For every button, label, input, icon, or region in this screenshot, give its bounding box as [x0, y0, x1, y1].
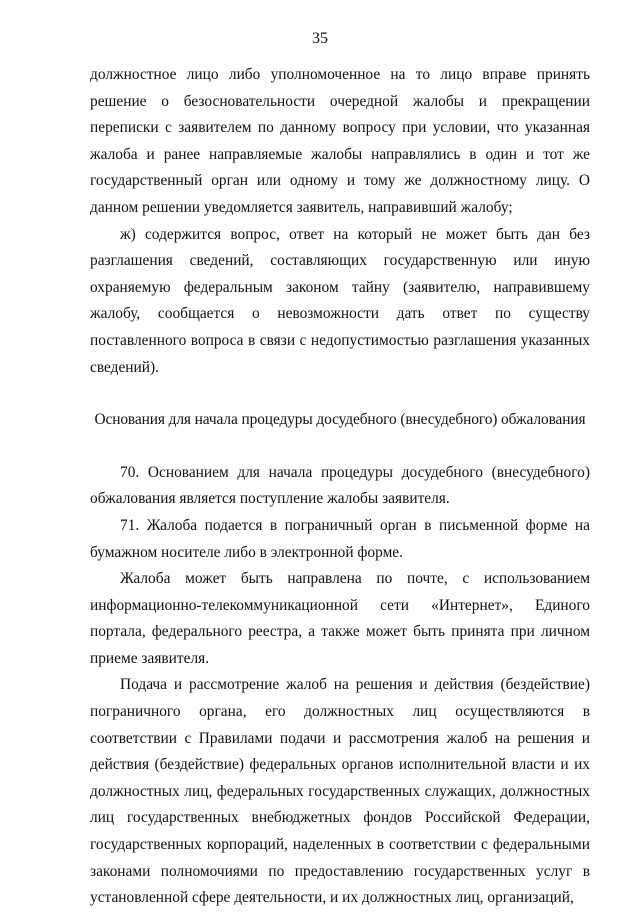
section-heading: Основания для начала процедуры досудебного (внесудебного) обжалования [94, 411, 586, 429]
page-number: 35 [312, 30, 328, 47]
paragraph-item-zh: ж) содержится вопрос, ответ на который не может быть дан без разглашения сведений, составляющих государственную или иную охраняемую федеральным законом тайну (заявителю, направившему жалобу, сообщается о невозможности дать ответ по существу поставленного вопроса в связи с недопустимостью разглашения указанных сведений). [90, 225, 590, 376]
paragraph-71: 71. Жалоба подается в пограничный орган в письменной форме на бумажном носителе либо в электронной форме. [90, 516, 590, 561]
paragraph-complaint-rules: Подача и рассмотрение жалоб на решения и действия (бездействие) пограничного органа, его должностных лиц осуществляются в соответствии с Правилами подачи и рассмотрения жалоб на решения и действия (бездействие) федеральных органов исполнительной власти и их должностных лиц, федеральных государственных служащих, должностных лиц государственных внебюджетных фондов Российской Федерации, государственных корпораций, наделенных в соответствии с федеральными законами полномочиями по предоставлению государственных услуг в установленной сфере деятельности, и их должностных лиц, организаций, [90, 676, 590, 907]
page-body [90, 62, 590, 912]
paragraph-submission-channels: Жалоба может быть направлена по почте, с использованием информационно-телекоммуникационной сети «Интернет», Единого портала, федерального реестра, а также может быть принята при личном приеме заявителя. [90, 570, 590, 667]
paragraph-70: 70. Основанием для начала процедуры досудебного (внесудебного) обжалования является поступление жалобы заявителя. [90, 463, 590, 508]
paragraph-continuation: должностное лицо либо уполномоченное на то лицо вправе принять решение о безосновательности очередной жалобы и прекращении переписки с заявителем по данному вопросу при условии, что указанная жалоба и ранее направляемые жалобы направлялись в один и тот же государственный орган или одному и тому же должностному лицу. О данном решении уведомляется заявитель, направивший жалобу; [90, 66, 590, 216]
